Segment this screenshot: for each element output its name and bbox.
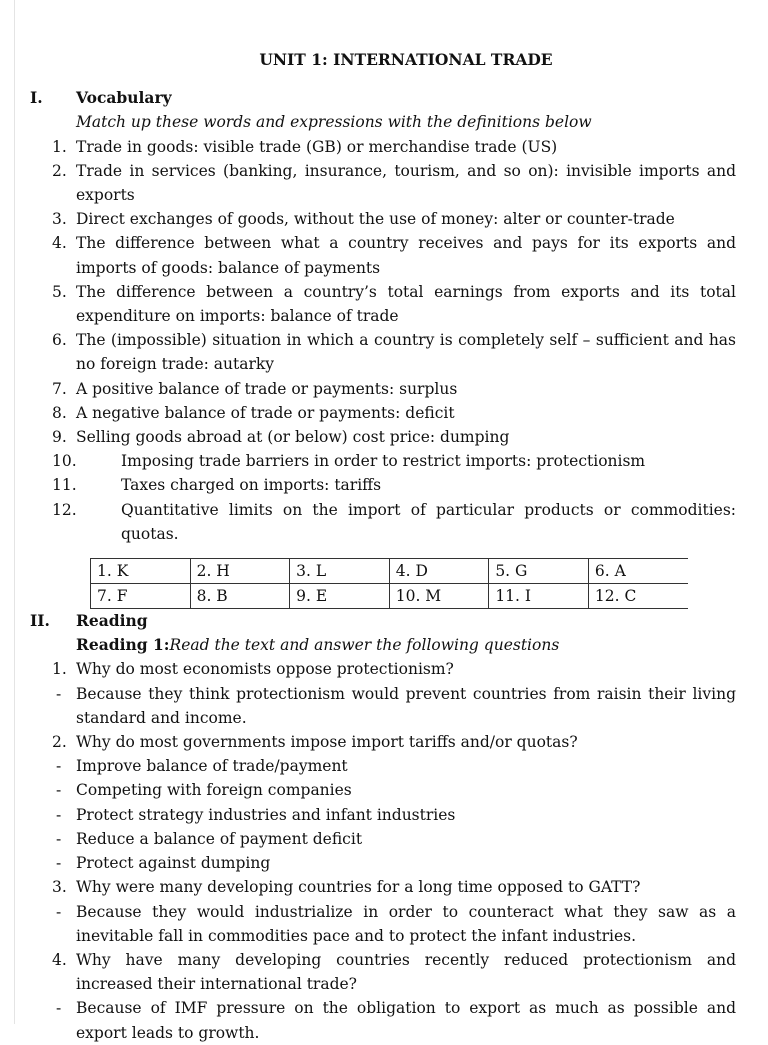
answer-key-table (90, 558, 688, 609)
answer-text: Protect strategy industries and infant industries (76, 805, 456, 824)
dash-bullet: - (56, 781, 62, 800)
table-cell: 5. G (489, 559, 589, 584)
table-cell: 8. B (190, 584, 290, 609)
list-item (0, 425, 736, 449)
question-number: 1. (52, 660, 67, 679)
question-text: Why have many developing countries recently reduced protectionism and increased their international trade? (76, 950, 736, 994)
table-cell: 12. C (588, 584, 688, 609)
section-number: I. (30, 88, 43, 108)
list-item (0, 135, 736, 159)
answer-item (0, 851, 736, 875)
answer-item (0, 900, 736, 948)
dash-bullet: - (56, 854, 62, 873)
item-number: 9. (52, 428, 67, 447)
table-cell: 4. D (389, 559, 489, 584)
list-item (0, 473, 736, 497)
answer-text: Improve balance of trade/payment (76, 757, 348, 776)
list-item (0, 449, 736, 473)
dash-bullet: - (56, 902, 62, 921)
item-text: The (impossible) situation in which a country is completely self – sufficient and has no foreign trade: autarky (76, 331, 736, 374)
section-number: II. (30, 611, 50, 631)
table-row (91, 584, 689, 609)
question-item (0, 948, 736, 996)
table-cell: 9. E (290, 584, 390, 609)
reading-subheading (76, 633, 736, 657)
answer-text: Because of IMF pressure on the obligation to export as much as possible and export leads to growth. (76, 999, 736, 1042)
item-number: 7. (52, 379, 67, 398)
answer-item (0, 682, 736, 730)
table-row (91, 559, 689, 584)
item-number: 10. (52, 452, 77, 471)
table-cell: 10. M (389, 584, 489, 609)
answer-item (0, 778, 736, 802)
question-list (0, 657, 768, 1044)
section-heading: Reading (76, 611, 148, 631)
answer-item (0, 996, 736, 1044)
answer-text: Protect against dumping (76, 854, 271, 873)
section-heading: Vocabulary (76, 88, 172, 108)
answer-text: Competing with foreign companies (76, 781, 352, 800)
subheading-label: Reading 1: (76, 635, 170, 655)
dash-bullet: - (56, 684, 62, 703)
item-text: The difference between what a country receives and pays for its exports and imports of goods: balance of payments (76, 234, 736, 277)
list-item (0, 377, 736, 401)
item-number: 11. (52, 476, 77, 495)
question-number: 2. (52, 733, 67, 752)
document-page (0, 48, 768, 1045)
list-item (0, 280, 736, 328)
answer-item (0, 803, 736, 827)
section-reading-header (0, 609, 736, 657)
table-cell: 1. K (91, 559, 191, 584)
answer-text: Because they think protectionism would prevent countries from raisin their living standard and income. (76, 684, 736, 727)
list-item (0, 401, 736, 425)
item-text: Taxes charged on imports: tariffs (121, 476, 382, 495)
item-number: 8. (52, 403, 67, 422)
table-cell: 6. A (588, 559, 688, 584)
item-text: The difference between a country’s total earnings from exports and its total expenditure on imports: balance of trade (76, 282, 736, 326)
question-text: Why do most governments impose import tariffs and/or quotas? (76, 733, 578, 752)
list-item (0, 207, 736, 231)
dash-bullet: - (56, 805, 62, 824)
item-number: 12. (52, 500, 77, 519)
answer-item (0, 827, 736, 851)
item-number: 3. (52, 210, 67, 229)
answer-text: Reduce a balance of payment deficit (76, 829, 363, 848)
answer-item (0, 754, 736, 778)
question-number: 4. (52, 950, 67, 969)
vocabulary-list (0, 135, 768, 546)
item-number: 4. (52, 234, 67, 253)
question-item (0, 875, 736, 899)
subheading-instruction: Read the text and answer the following questions (169, 636, 560, 655)
dash-bullet: - (56, 829, 62, 848)
item-text: A positive balance of trade or payments: surplus (76, 379, 458, 398)
table-cell: 7. F (91, 584, 191, 609)
question-text: Why were many developing countries for a long time opposed to GATT? (76, 878, 641, 897)
item-text: A negative balance of trade or payments: deficit (76, 403, 455, 422)
table-cell: 2. H (190, 559, 290, 584)
dash-bullet: - (56, 999, 62, 1018)
table-cell: 11. I (489, 584, 589, 609)
item-number: 5. (52, 282, 67, 301)
question-text: Why do most economists oppose protectionism? (76, 660, 454, 679)
item-number: 6. (52, 331, 67, 350)
item-text: Trade in goods: visible trade (GB) or merchandise trade (US) (76, 137, 558, 156)
item-number: 1. (52, 137, 67, 156)
list-item (0, 231, 736, 279)
item-text: Selling goods abroad at (or below) cost price: dumping (76, 428, 510, 447)
item-text: Imposing trade barriers in order to restrict imports: protectionism (121, 452, 646, 471)
list-item (0, 498, 736, 546)
item-text: Direct exchanges of goods, without the use of money: alter or counter-trade (76, 210, 675, 229)
list-item (0, 328, 736, 376)
question-item (0, 730, 736, 754)
question-number: 3. (52, 878, 67, 897)
item-text: Quantitative limits on the import of particular products or commodities: quotas. (121, 500, 736, 543)
item-text: Trade in services (banking, insurance, tourism, and so on): invisible imports and exports (76, 161, 736, 205)
table-cell: 3. L (290, 559, 390, 584)
section-vocabulary-header (0, 86, 736, 134)
list-item (0, 159, 736, 207)
page-title: UNIT 1: INTERNATIONAL TRADE (259, 50, 553, 69)
dash-bullet: - (56, 757, 62, 776)
question-item (0, 657, 736, 681)
section-instruction: Match up these words and expressions with the definitions below (76, 113, 592, 132)
item-number: 2. (52, 161, 67, 180)
answer-text: Because they would industrialize in order to counteract what they saw as a inevitable fall in commodities pace and to protect the infant industries. (76, 902, 736, 945)
